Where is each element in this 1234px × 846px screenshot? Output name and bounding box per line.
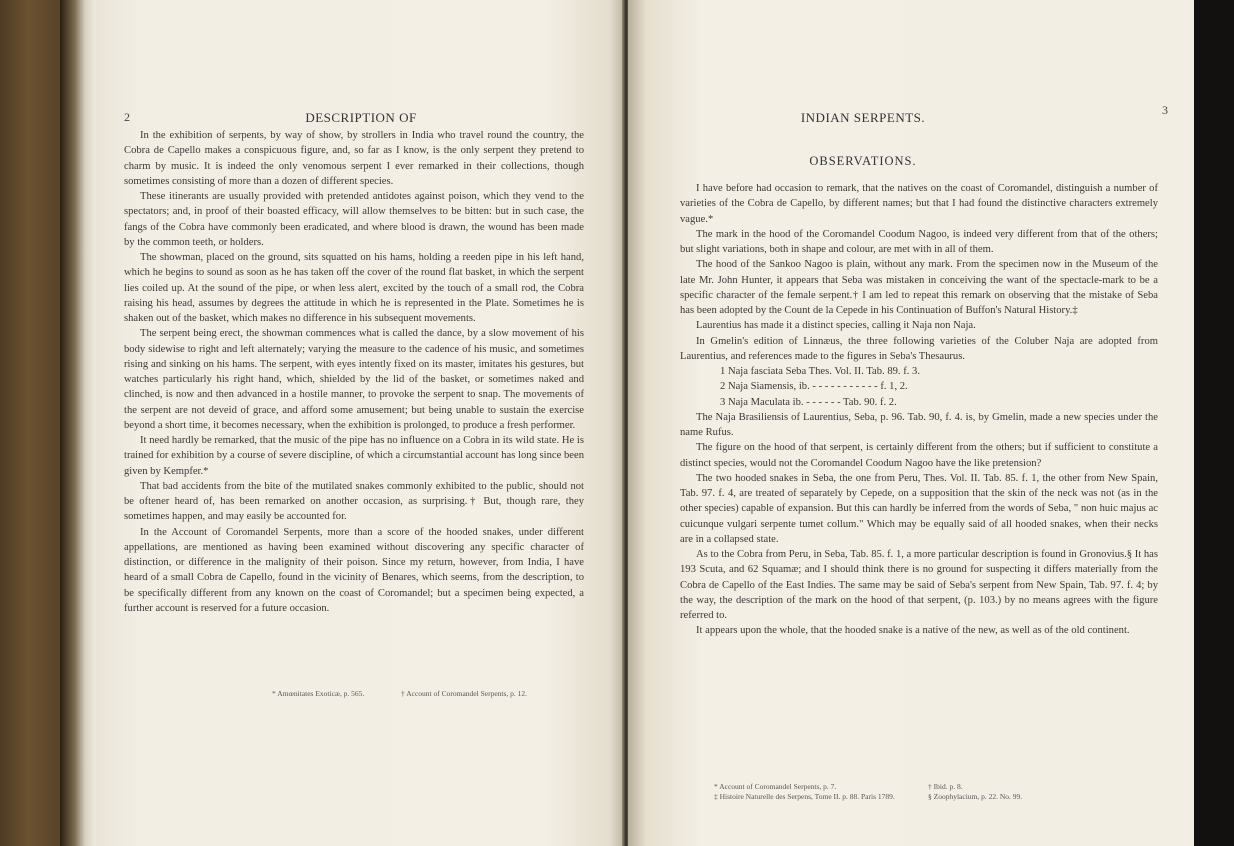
paragraph: The hood of the Sankoo Nagoo is plain, without any mark. From the specimen now in the Museum of the late Mr. John Hunter, it appears that Seba was mistaken in conceiving the want of the spectacle-mark to be a specific character of the female serpent.† I am led to repeat this remark on observing that the mistake of Seba has been adopted by the Count de la Cepede in his Continuation of Buffon's Natural History.‡ (680, 259, 1158, 316)
variety-list-item: 2 Naja Siamensis, ib. - - - - - - - - - - - f. 1, 2. (720, 381, 908, 393)
paragraph: The Naja Brasiliensis of Laurentius, Seba, p. 96. Tab. 90, f. 4. is, by Gmelin, made a new species under the name Rufus. (680, 411, 1158, 438)
paragraph: In the exhibition of serpents, by way of show, by strollers in India who travel round the country, the Cobra de Capello makes a conspicuous figure, and, so far as I know, is the only serpent they pretend to charm by music. It is indeed the only venomous serpent I ever remarked in their collections, though sometimes consisting of more than a dozen of different species. (124, 130, 584, 187)
scan-border (1194, 0, 1234, 846)
running-head: DESCRIPTION OF (305, 110, 417, 125)
footnote: * Amœnitates Exoticæ, p. 565. (272, 689, 365, 698)
paragraph: That bad accidents from the bite of the mutilated snakes commonly exhibited to the public, should not be oftener heard of, has been remarked on another occasion, as surprising.† But, though rare, they sometimes happen, and may easily be accounted for. (124, 480, 584, 523)
left-page (96, 0, 626, 846)
paragraph: The figure on the hood of that serpent, is certainly different from the others; but if sufficient to constitute a distinct species, would not the Coromandel Coodum Nagoo have the like pretension? (680, 442, 1158, 469)
paragraph: As to the Cobra from Peru, in Seba, Tab. 85. f. 1, a more particular description is found in Gronovius.§ It has 193 Scuta, and 62 Squamæ; and I should think there is no ground for suspecting it differs materially from the Cobra de Capello of the East Indies. The same may be said of Seba's serpent from New Spain, Tab. 97. f. 4; by the way, the description of the mark on the hood of that serpent, (p. 103.) by no means agrees with the figure referred to. (680, 549, 1158, 621)
paragraph: Laurentius has made it a distinct species, calling it Naja non Naja. (696, 320, 976, 332)
page-number: 3 (1162, 103, 1168, 117)
footnote: ‡ Histoire Naturelle des Serpens, Tome II. p. 88. Paris 1789. (714, 792, 895, 801)
left-text-block (124, 128, 584, 616)
paragraph: I have before had occasion to remark, that the natives on the coast of Coromandel, distinguish a number of varieties of the Cobra de Capello, by different names; but that I had found the distinctive characters extremely vague.* (680, 183, 1158, 225)
footnote: † Account of Coromandel Serpents, p. 12. (401, 689, 528, 698)
page-stack-edge (60, 0, 96, 846)
paragraph: In Gmelin's edition of Linnæus, the three following varieties of the Coluber Naja are adopted from Laurentius, and references made to the figures in Seba's Thesaurus. (680, 335, 1158, 362)
paragraph: It appears upon the whole, that the hooded snake is a native of the new, as well as of the old continent. (696, 625, 1130, 637)
right-page (628, 0, 1234, 846)
paragraph: These itinerants are usually provided with pretended antidotes against poison, which they vend to the spectators; and, in proof of their boasted efficacy, will allow themselves to be bitten: but in such case, the fangs of the Cobra have commonly been eradicated, and where blood is drawn, the wound has been made by the common teeth, or holders. (124, 191, 584, 248)
running-head: INDIAN SERPENTS. (800, 110, 926, 125)
footnote: † Ibid. p. 8. (928, 782, 963, 791)
paragraph: The showman, placed on the ground, sits squatted on his hams, holding a reeden pipe in his left hand, which he begins to sound as soon as he has taken off the cover of the round flat basket, in which the serpent lies coiled up. At the sound of the pipe, or when less alert, excited by the touch of a small rod, the Cobra raising his head, assumes by degrees the attitude in which he is represented in the Plate. Sometimes he is shaken out of the basket, which makes no difference in his subsequent movements. (124, 252, 584, 324)
footnote: * Account of Coromandel Serpents, p. 7. (714, 782, 837, 791)
variety-list-item: 3 Naja Maculata ib. - - - - - - Tab. 90. f. 2. (720, 396, 897, 408)
footnote: § Zoophylacium, p. 22. No. 99. (928, 792, 1023, 801)
page-number: 2 (124, 110, 130, 124)
paragraph: In the Account of Coromandel Serpents, more than a score of the hooded snakes, under different appellations, are mentioned as having been examined without discovering any specific character of distinction, or difference in the malignity of their poison. Since my return, however, from India, I have heard of a small Cobra de Capello, found in the vicinity of Benares, which seems, from the description, to be specifically different from any known on the coast of Coromandel; but a specimen being expected, a further account is reserved for a future occasion. (124, 526, 584, 614)
paragraph: It need hardly be remarked, that the music of the pipe has no influence on a Cobra in its wild state. He is trained for exhibition by a course of severe discipline, of which a circumstantial account has long since been given by Kempfer.* (124, 435, 584, 477)
section-title: OBSERVATIONS. (809, 154, 917, 168)
paragraph: The two hooded snakes in Seba, the one from Peru, Thes. Vol. II. Tab. 85. f. 1, the other from New Spain, Tab. 97. f. 4, are treated of separately by Cepede, on a supposition that the skin of the neck was not (as in the other species) capable of expansion. But this can hardly be inferred from the words of Seba, " non huic majus ac cuicunque vulgari serpente tumet collum." Which may be equally said of all hooded snakes, when their necks are in a collapsed state. (680, 472, 1158, 545)
paragraph: The serpent being erect, the showman commences what is called the dance, by a slow movement of his body sidewise to right and left alternately; varying the measure to the cadence of his music, and sometimes rising and sinking on his hams. The serpent, with eyes intently fixed on its master, imitates his gestures, but watches particularly his right hand, which, shielded by the lid of the basket, or sometimes naked and clinched, is now and then advanced in a hostile manner, to provoke the serpent to snap. The movements of the serpent are not deveid of grace, and afford some amusement; but being unable to sustain the exercise beyond a short time, it becomes necessary, when the exhibition is prolonged, to produce a fresh performer. (124, 328, 584, 431)
paragraph: The mark in the hood of the Coromandel Coodum Nagoo, is indeed very different from that of the others; but slight variations, both in shape and colour, are met with in all of them. (680, 228, 1158, 255)
right-text-block (680, 181, 1158, 639)
variety-list-item: 1 Naja fasciata Seba Thes. Vol. II. Tab. 89. f. 3. (720, 366, 921, 377)
